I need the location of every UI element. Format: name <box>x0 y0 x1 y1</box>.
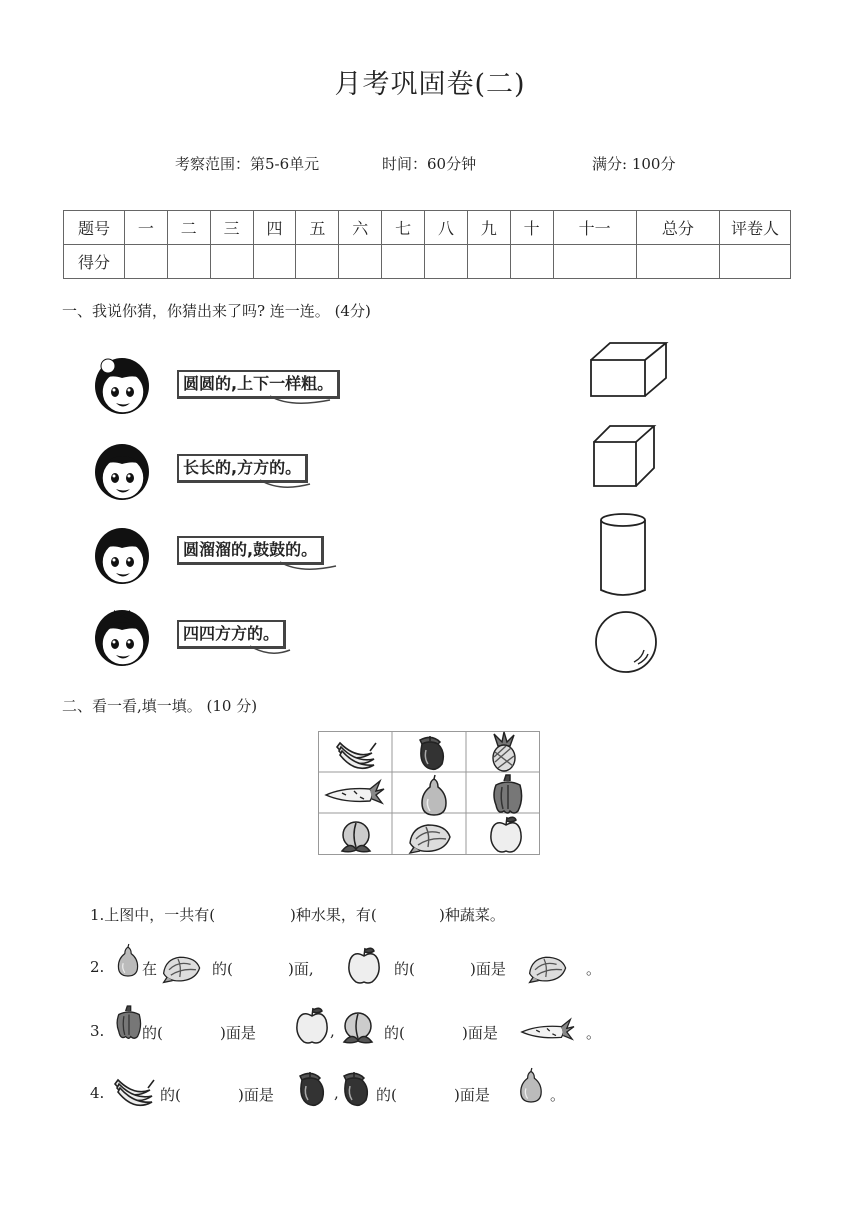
score-header-cell: 九 <box>467 211 510 245</box>
q2-is: )面是 <box>470 960 506 978</box>
q2-number: 2. <box>90 958 105 976</box>
score-header-cell: 七 <box>382 211 425 245</box>
score-header-cell: 十一 <box>553 211 636 245</box>
q1-mid: )种水果，有( <box>290 906 377 924</box>
cuboid-icon <box>588 340 670 398</box>
girl-bow-avatar-icon <box>92 606 154 674</box>
apple-icon <box>292 1006 328 1046</box>
bubble-tail-icon <box>240 480 360 494</box>
cabbage-icon <box>160 950 206 984</box>
pear-icon <box>112 944 142 986</box>
q3-is2: )面是 <box>462 1024 498 1042</box>
score-row-label: 得分 <box>64 245 125 279</box>
score-cell[interactable] <box>167 245 210 279</box>
peach-icon <box>338 1006 378 1048</box>
score-cell[interactable] <box>425 245 468 279</box>
cabbage-icon <box>526 950 572 984</box>
section1-heading: 一、我说你猜，你猜出来了吗? 连一连。 (4分) <box>62 302 371 320</box>
q2-mid: )面, <box>288 960 314 978</box>
score-cell[interactable] <box>382 245 425 279</box>
q2-in: 在 <box>142 960 158 978</box>
pineapple-icon <box>493 732 515 771</box>
score-cell[interactable] <box>720 245 791 279</box>
q4-is2: )面是 <box>454 1086 490 1104</box>
exam-scope: 考察范围：第5-6单元 <box>175 155 320 173</box>
page-title: 月考巩固卷(二) <box>334 69 526 100</box>
pear-icon <box>514 1068 548 1110</box>
q4-comma: , <box>334 1084 339 1102</box>
score-cell[interactable] <box>510 245 553 279</box>
bubble-tail-icon <box>240 562 360 576</box>
q2-of1: 的( <box>212 960 233 978</box>
q3-number: 3. <box>90 1022 105 1040</box>
q4-is1: )面是 <box>238 1086 274 1104</box>
q4-of2: 的( <box>376 1086 397 1104</box>
exam-time: 时间：60分钟 <box>382 155 477 173</box>
peach-icon <box>342 822 370 852</box>
carrot-icon <box>520 1014 580 1046</box>
boy-avatar-icon <box>92 440 154 508</box>
score-table-score-row <box>64 245 791 279</box>
q3-of1: 的( <box>142 1024 163 1042</box>
boy-curly-avatar-icon <box>92 524 154 592</box>
q2-end: 。 <box>586 960 602 978</box>
score-table <box>63 210 791 279</box>
cube-icon <box>592 424 658 488</box>
q1-prefix: 1.上图中，一共有( <box>90 906 216 924</box>
q1-suffix: )种蔬菜。 <box>439 906 505 924</box>
score-header-cell: 四 <box>253 211 296 245</box>
speech-bubble-2: 长长的,方方的。 <box>177 454 308 483</box>
bubble-tail-icon <box>240 396 360 410</box>
score-cell[interactable] <box>553 245 636 279</box>
sphere-icon <box>594 610 660 674</box>
score-header-cell: 一 <box>125 211 168 245</box>
score-header-cell: 评卷人 <box>720 211 791 245</box>
score-header-cell: 总分 <box>636 211 719 245</box>
cylinder-icon <box>598 512 650 598</box>
score-cell[interactable] <box>210 245 253 279</box>
q4-number: 4. <box>90 1084 105 1102</box>
q4-end: 。 <box>550 1086 566 1104</box>
score-cell[interactable] <box>125 245 168 279</box>
score-header-cell: 八 <box>425 211 468 245</box>
banana-icon <box>112 1070 158 1110</box>
speech-bubble-1: 圆圆的,上下一样粗。 <box>177 370 340 399</box>
bubble-tail-icon <box>240 646 360 660</box>
eggplant-icon <box>290 1068 330 1110</box>
speech-bubble-3: 圆溜溜的,鼓鼓的。 <box>177 536 324 565</box>
speech-bubble-4: 四四方方的。 <box>177 620 286 649</box>
score-header-cell: 二 <box>167 211 210 245</box>
apple-icon <box>344 946 380 986</box>
q3-comma: , <box>330 1022 335 1040</box>
score-cell[interactable] <box>636 245 719 279</box>
q2-of2: 的( <box>394 960 415 978</box>
exam-full-score: 满分: 100分 <box>592 155 676 173</box>
score-header-cell: 六 <box>339 211 382 245</box>
score-cell[interactable] <box>467 245 510 279</box>
score-header-cell: 五 <box>296 211 339 245</box>
score-header-cell: 题号 <box>64 211 125 245</box>
girl-avatar-icon <box>92 354 154 422</box>
score-cell[interactable] <box>296 245 339 279</box>
score-cell[interactable] <box>339 245 382 279</box>
score-table-header-row <box>64 211 791 245</box>
score-header-cell: 三 <box>210 211 253 245</box>
eggplant-icon <box>420 736 443 769</box>
section2-heading: 二、看一看,填一填。 (10 分) <box>62 697 258 715</box>
q3-of2: 的( <box>384 1024 405 1042</box>
produce-grid <box>318 731 540 855</box>
q4-of1: 的( <box>160 1086 181 1104</box>
q3-is1: )面是 <box>220 1024 256 1042</box>
q3-end: 。 <box>586 1024 602 1042</box>
score-header-cell: 十 <box>510 211 553 245</box>
eggplant-icon <box>334 1068 374 1110</box>
score-cell[interactable] <box>253 245 296 279</box>
pepper-icon <box>112 1006 146 1046</box>
